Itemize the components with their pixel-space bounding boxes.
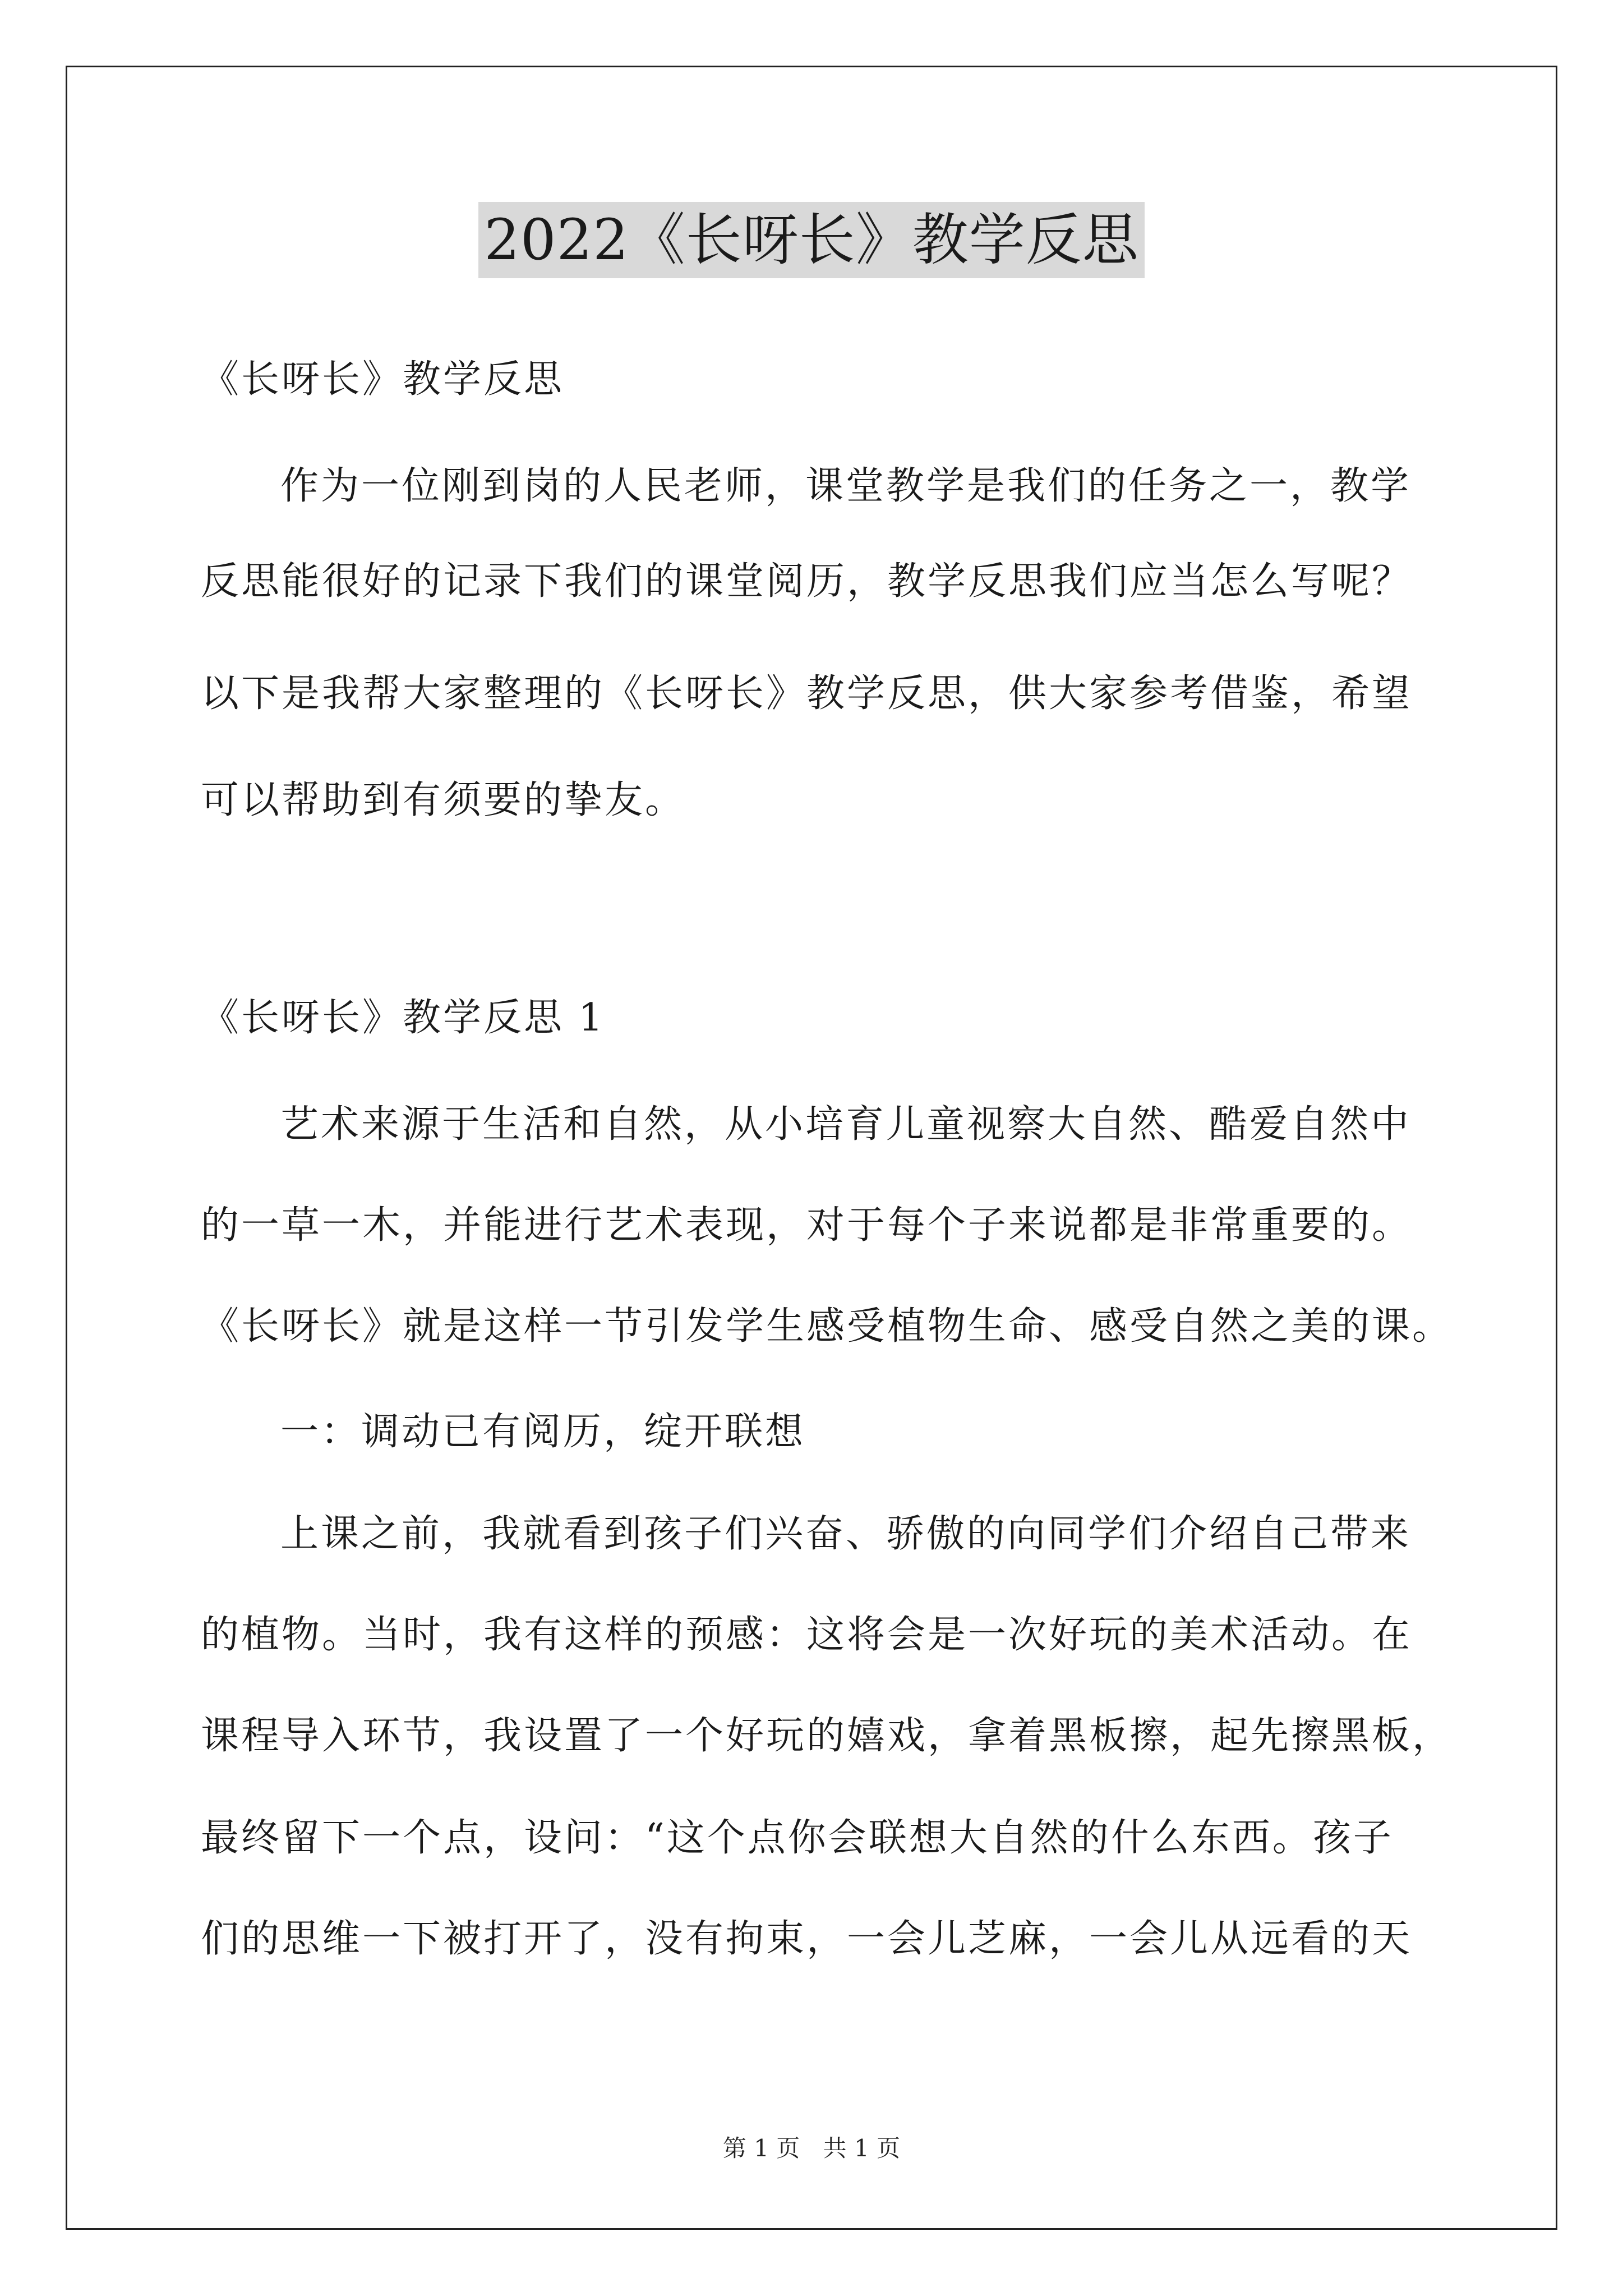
section-heading: 《长呀长》教学反思 1 bbox=[201, 996, 605, 1040]
section-line: 们的思维一下被打开了，没有拘束，一会儿芝麻，一会儿从远看的天 bbox=[201, 1917, 1413, 1961]
document-subtitle: 《长呀长》教学反思 bbox=[201, 357, 565, 402]
section-line: 的植物。当时，我有这样的预感：这将会是一次好玩的美术活动。在 bbox=[201, 1613, 1413, 1657]
section-line: 《长呀长》就是这样一节引发学生感受植物生命、感受自然之美的课。 bbox=[201, 1304, 1453, 1349]
section-line: 最终留下一个点，设问：“这个点你会联想大自然的什么东西。孩子 bbox=[201, 1816, 1394, 1860]
page-footer bbox=[0, 2133, 1623, 2164]
intro-line: 以下是我帮大家整理的《长呀长》教学反思，供大家参考借鉴，希望 bbox=[201, 671, 1413, 716]
page-number: 第 1 页 bbox=[722, 2134, 800, 2162]
section-line: 上课之前，我就看到孩子们兴奋、骄傲的向同学们介绍自己带来 bbox=[280, 1512, 1412, 1556]
intro-line: 作为一位刚到岗的人民老师，课堂教学是我们的任务之一，教学 bbox=[280, 464, 1412, 508]
section-line: 的一草一木，并能进行艺术表现，对于每个子来说都是非常重要的。 bbox=[201, 1203, 1413, 1248]
document-title: 2022《长呀长》教学反思 bbox=[478, 202, 1145, 278]
page-total: 共 1 页 bbox=[823, 2134, 901, 2162]
title-area bbox=[0, 202, 1623, 278]
section-line: 艺术来源于生活和自然，从小培育儿童视察大自然、酷爱自然中 bbox=[280, 1102, 1412, 1147]
intro-line: 反思能很好的记录下我们的课堂阅历，教学反思我们应当怎么写呢？ bbox=[201, 559, 1413, 604]
intro-line: 可以帮助到有须要的挚友。 bbox=[201, 778, 686, 822]
section-line: 课程导入环节，我设置了一个好玩的嬉戏，拿着黑板擦，起先擦黑板， bbox=[201, 1714, 1453, 1758]
section-line: 一：调动已有阅历，绽开联想 bbox=[280, 1410, 806, 1454]
